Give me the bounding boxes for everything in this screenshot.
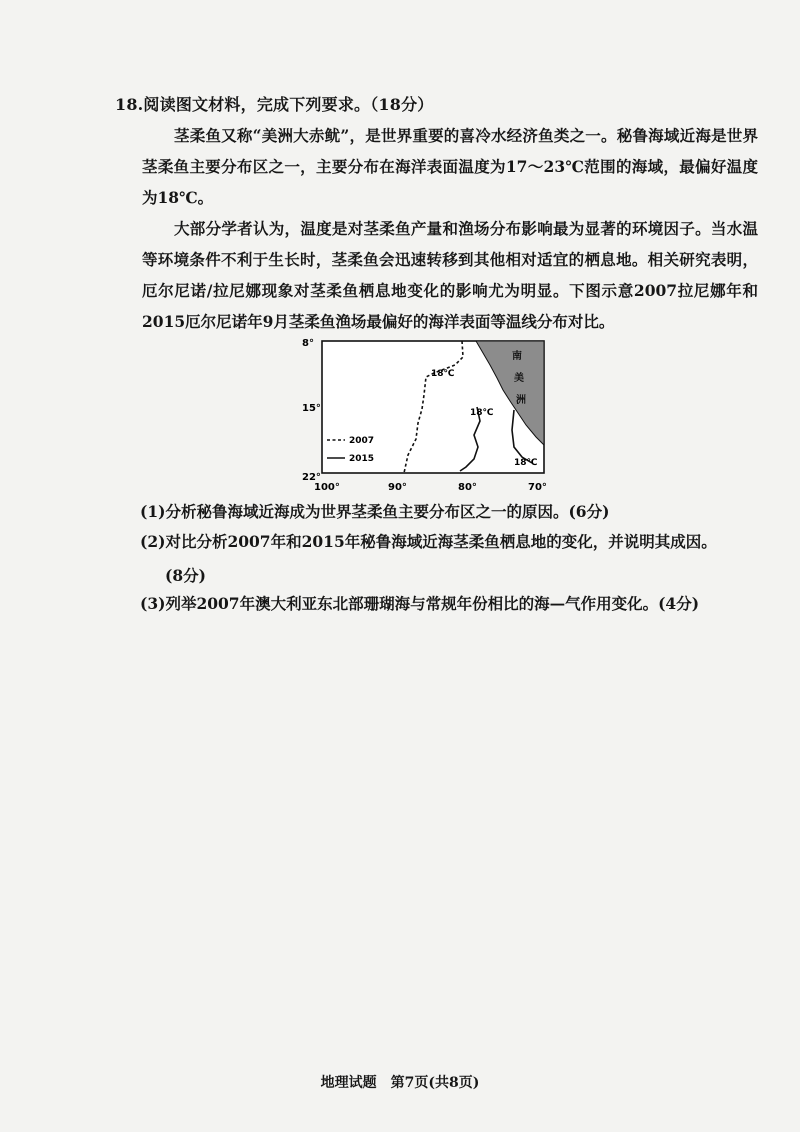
lon-label-80: 80°: [458, 482, 477, 493]
lon-label-70: 70°: [528, 482, 547, 493]
isotherm-label-2015-coastal: 18℃: [514, 458, 538, 468]
subquestion-1: (1)分析秘鲁海域近海成为世界茎柔鱼主要分布区之一的原因。(6分): [140, 502, 610, 521]
lat-label-15: 15°: [302, 403, 321, 414]
continent-label-2: 美: [514, 373, 524, 384]
subquestion-3: (3)列举2007年澳大利亚东北部珊瑚海与常规年份相比的海—气作用变化。(4分): [140, 594, 700, 613]
material-paragraph-2: 大部分学者认为，温度是对茎柔鱼产量和渔场分布影响最为显著的环境因子。当水温等环境条件不利于生长时，茎柔鱼会迅速转移到其他相对适宜的栖息地。相关研究表明，厄尔尼诺/拉尼娜现象对茎柔鱼栖息地变化的影响尤为明显。下图示意2007拉尼娜年和2015厄尔尼诺年9月茎柔鱼渔场最偏好的海洋表面等温线分布对比。: [142, 219, 758, 331]
material-paragraph-1: 茎柔鱼又称“美洲大赤鱿”，是世界重要的喜冷水经济鱼类之一。秘鲁海域近海是世界茎柔鱼主要分布区之一，主要分布在海洋表面温度为17～23℃范围的海域，最偏好温度为18℃。: [142, 126, 758, 207]
subquestion-2: (2)对比分析2007年和2015年秘鲁海域近海茎柔鱼栖息地的变化，并说明其成因。: [140, 532, 717, 551]
continent-label-3: 洲: [516, 395, 526, 406]
subquestion-2-score: (8分): [165, 566, 206, 585]
page-footer: 地理试题 第7页(共8页): [320, 1075, 480, 1091]
lon-label-100: 100°: [314, 482, 340, 493]
continent-label-1: 南: [512, 351, 522, 362]
lat-label-8: 8°: [302, 338, 314, 349]
legend-label-2007: 2007: [349, 436, 375, 446]
lat-label-22: 22°: [302, 472, 321, 483]
question-title: 18.阅读图文材料，完成下列要求。（18分）: [115, 95, 434, 114]
legend-label-2015: 2015: [349, 454, 375, 464]
isotherm-label-2007: 18℃: [431, 369, 455, 379]
lon-label-90: 90°: [388, 482, 407, 493]
isotherm-label-2015-central: 18℃: [470, 408, 494, 418]
isotherm-map: [300, 335, 555, 495]
